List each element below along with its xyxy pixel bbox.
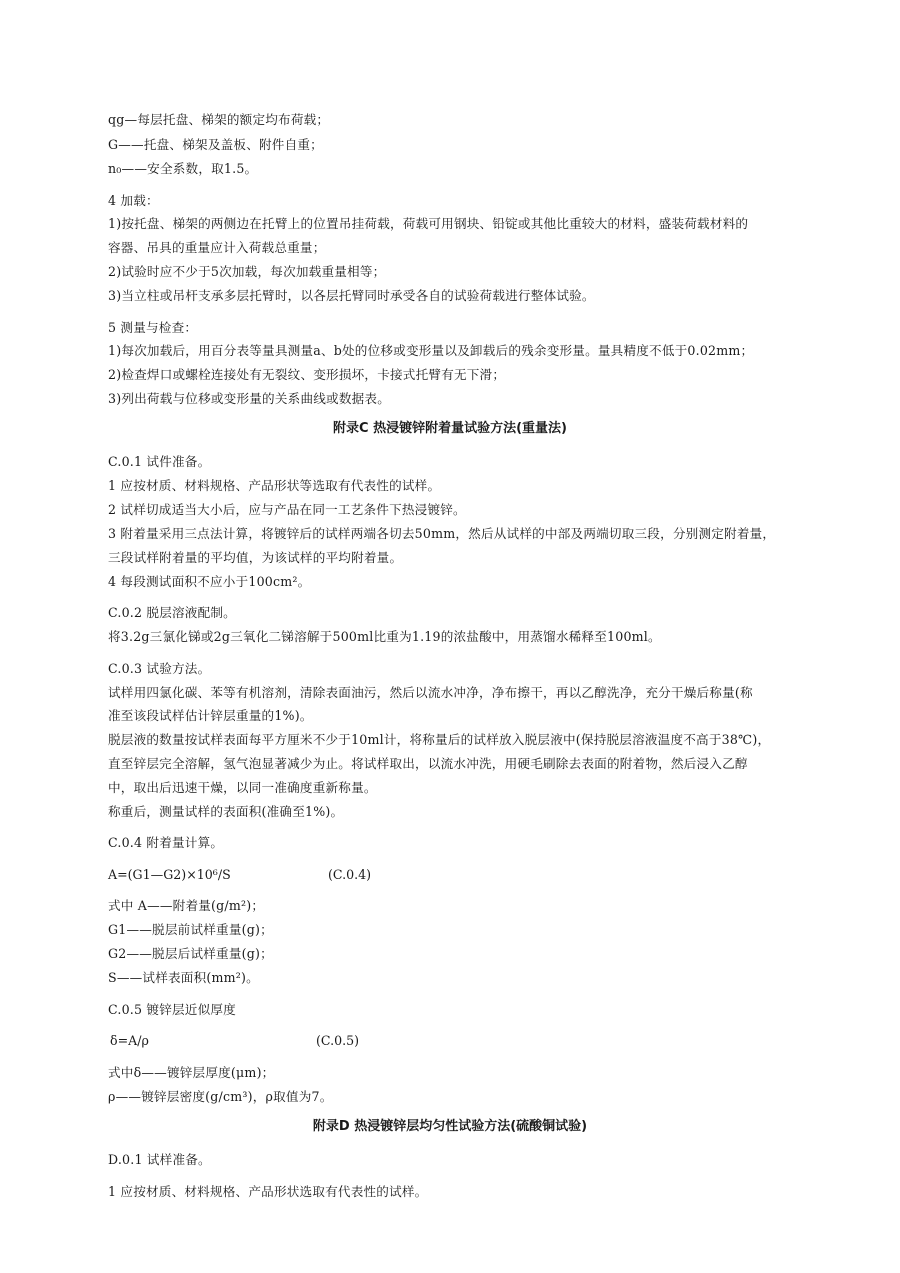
c05-where: 式中δ——镀锌层厚度(μm)； (108, 1065, 275, 1080)
section-5-item: 3)列出荷载与位移或变形量的关系曲线或数据表。 (108, 391, 390, 406)
section-4-item: 容器、吊具的重量应计入荷载总重量； (108, 240, 326, 255)
section-5-title: 5 测量与检查： (108, 320, 198, 335)
c04-formula: A=(G1—G2)×10⁶/S (108, 867, 231, 882)
c01-title: C.0.1 试件准备。 (108, 454, 211, 469)
c05-where: ρ——镀锌层密度(g/cm³)，ρ取值为7。 (108, 1089, 333, 1104)
c05-title: C.0.5 镀锌层近似厚度 (108, 1002, 236, 1017)
definition-g: G——托盘、梯架及盖板、附件自重； (108, 137, 323, 152)
appendix-d-heading: 附录D 热浸镀锌层均匀性试验方法(硫酸铜试验) (312, 1119, 588, 1134)
c04-where: G1——脱层前试样重量(g)； (108, 922, 273, 937)
section-4-item: 1)按托盘、梯架的两侧边在托臂上的位置吊挂荷载，荷载可用钢块、铅锭或其他比重较大的材料，盛装荷载材料的 (108, 216, 749, 231)
c02-title: C.0.2 脱层溶液配制。 (108, 605, 236, 620)
c03-line: 称重后，测量试样的表面积(准确至1%)。 (108, 804, 344, 819)
section-4-item: 3)当立柱或吊杆支承多层托臂时，以各层托臂同时承受各自的试验荷载进行整体试验。 (108, 288, 595, 303)
c03-line: 准至该段试样估计锌层重量的1%)。 (108, 708, 313, 723)
c04-where: S——试样表面积(mm²)。 (108, 970, 259, 985)
section-5-item: 1)每次加载后，用百分表等量具测量a、b处的位移或变形量以及卸载后的残余变形量。量具精度不低于0.02mm； (108, 343, 754, 358)
c01-line: 2 试样切成适当大小后，应与产品在同一工艺条件下热浸镀锌。 (108, 502, 466, 517)
c01-line: 三段试样附着量的平均值，为该试样的平均附着量。 (108, 550, 403, 565)
definition-qg: qg—每层托盘、梯架的额定均布荷载； (108, 112, 330, 127)
appendix-c-heading: 附录C 热浸镀锌附着量试验方法(重量法) (333, 421, 567, 436)
c01-line: 4 每段测试面积不应小于100cm²。 (108, 574, 311, 589)
section-4-item: 2)试验时应不少于5次加载，每次加载重量相等； (108, 264, 386, 279)
c03-line: 试样用四氯化碳、苯等有机溶剂，清除表面油污，然后以流水冲净，净布擦干，再以乙醇洗净，充分干燥后称量(称 (108, 685, 753, 700)
c04-where: G2——脱层后试样重量(g)； (108, 946, 273, 961)
c02-line: 将3.2g三氯化锑或2g三氧化二锑溶解于500ml比重为1.19的浓盐酸中，用蒸馏水稀释至100ml。 (108, 629, 661, 644)
definition-n0: n₀——安全系数，取1.5。 (108, 161, 258, 176)
c03-line: 直至锌层完全溶解，氢气泡显著减少为止。将试样取出，以流水冲洗，用硬毛刷除去表面的附着物，然后浸入乙醇 (108, 756, 748, 771)
c01-line: 1 应按材质、材料规格、产品形状等选取有代表性的试样。 (108, 478, 441, 493)
c05-formula: δ=A/ρ (110, 1033, 149, 1048)
c03-line: 中，取出后迅速干燥，以同一准确度重新称量。 (108, 780, 377, 795)
c03-line: 脱层液的数量按试样表面每平方厘米不少于10ml计，将称量后的试样放入脱层液中(保持脱层溶液温度不高于38℃)， (108, 732, 771, 747)
c04-where: 式中 A——附着量(g/m²)； (108, 898, 265, 913)
section-4-title: 4 加载： (108, 193, 159, 208)
c05-formula-number: (C.0.5) (316, 1033, 360, 1048)
c04-formula-number: (C.0.4) (328, 867, 372, 882)
c01-line: 3 附着量采用三点法计算，将镀锌后的试样两端各切去50mm，然后从试样的中部及两端切取三段，分别测定附着量， (108, 526, 776, 541)
d01-line: 1 应按材质、材料规格、产品形状选取有代表性的试样。 (108, 1184, 428, 1199)
c04-title: C.0.4 附着量计算。 (108, 835, 224, 850)
d01-title: D.0.1 试样准备。 (108, 1152, 211, 1167)
section-5-item: 2)检查焊口或螺栓连接处有无裂纹、变形损坏，卡接式托臂有无下滑； (108, 367, 506, 382)
c03-title: C.0.3 试验方法。 (108, 661, 211, 676)
